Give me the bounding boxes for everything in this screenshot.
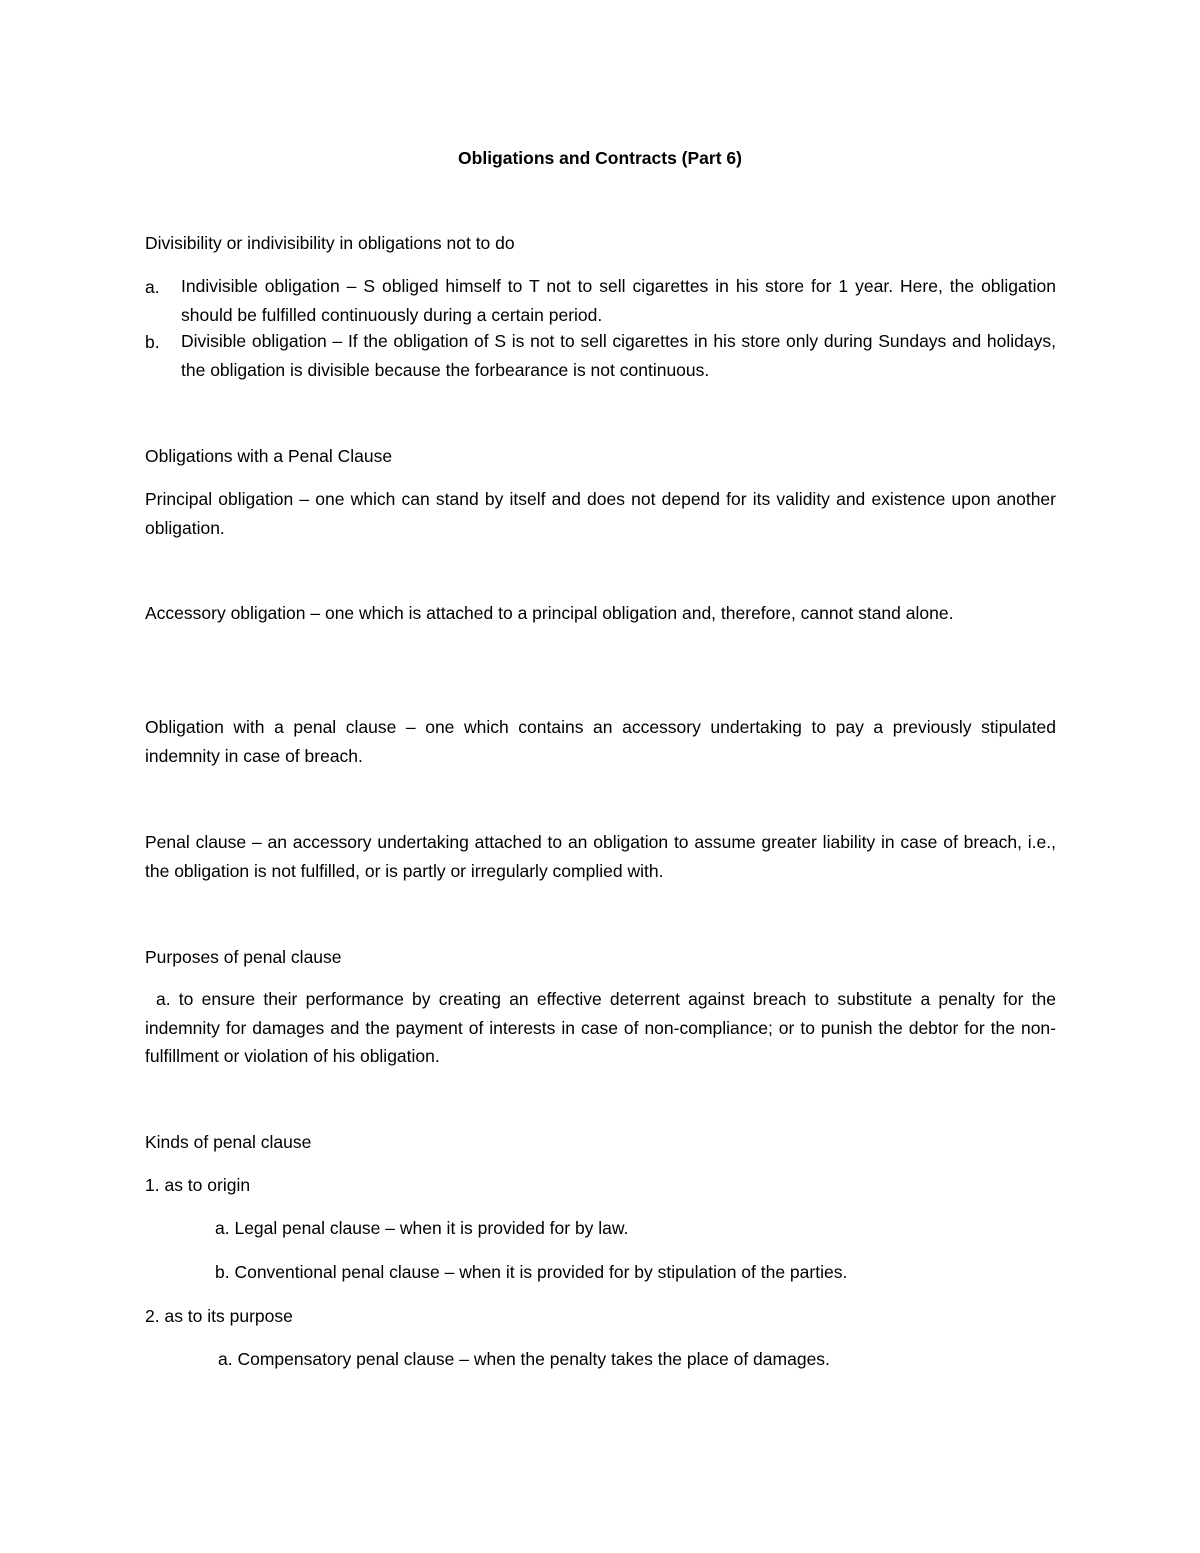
purposes-paragraph: a. to ensure their performance by creating an effective deterrent against breach to substitute a penalty for the indemnity for damages and the payment of interests in case of non-compliance; or to punish the debtor for the non-fulfillment or violation of his obligation. [145,989,1056,1066]
section-heading-purposes: Purposes of penal clause [145,947,342,967]
section-heading-divisibility: Divisibility or indivisibility in obligations not to do [145,233,515,253]
section-heading-penal-clause: Obligations with a Penal Clause [145,446,393,466]
list-marker: b. [145,332,160,352]
definition-obligation-with-penal-clause: Obligation with a penal clause – one which contains an accessory undertaking to pay a previously stipulated indemnity in case of breach. [145,717,1056,766]
definition-accessory-obligation: Accessory obligation – one which is attached to a principal obligation and, therefore, cannot stand alone. [145,603,954,623]
section-heading-kinds: Kinds of penal clause [145,1132,312,1152]
list-item-indivisible: Indivisible obligation – S obliged himself to T not to sell cigarettes in his store for 1 year. Here, the obligation should be fulfilled continuously during a certain period. [181,276,1056,325]
definition-penal-clause: Penal clause – an accessory undertaking attached to an obligation to assume greater liability in case of breach, i.e., the obligation is not fulfilled, or is partly or irregularly complied with. [145,832,1056,881]
kinds-origin-heading: 1. as to origin [145,1175,251,1195]
kinds-purpose-item-compensatory: a. Compensatory penal clause – when the penalty takes the place of damages. [218,1349,830,1369]
definition-principal-obligation: Principal obligation – one which can stand by itself and does not depend for its validity and existence upon another obligation. [145,489,1056,538]
kinds-purpose-heading: 2. as to its purpose [145,1306,293,1326]
kinds-origin-item-conventional: b. Conventional penal clause – when it is provided for by stipulation of the parties. [215,1262,848,1282]
page-title: Obligations and Contracts (Part 6) [458,148,742,168]
kinds-origin-item-legal: a. Legal penal clause – when it is provided for by law. [215,1218,629,1238]
list-marker: a. [145,277,160,297]
list-item-divisible: Divisible obligation – If the obligation of S is not to sell cigarettes in his store only during Sundays and holidays, the obligation is divisible because the forbearance is not continuous. [181,331,1056,380]
